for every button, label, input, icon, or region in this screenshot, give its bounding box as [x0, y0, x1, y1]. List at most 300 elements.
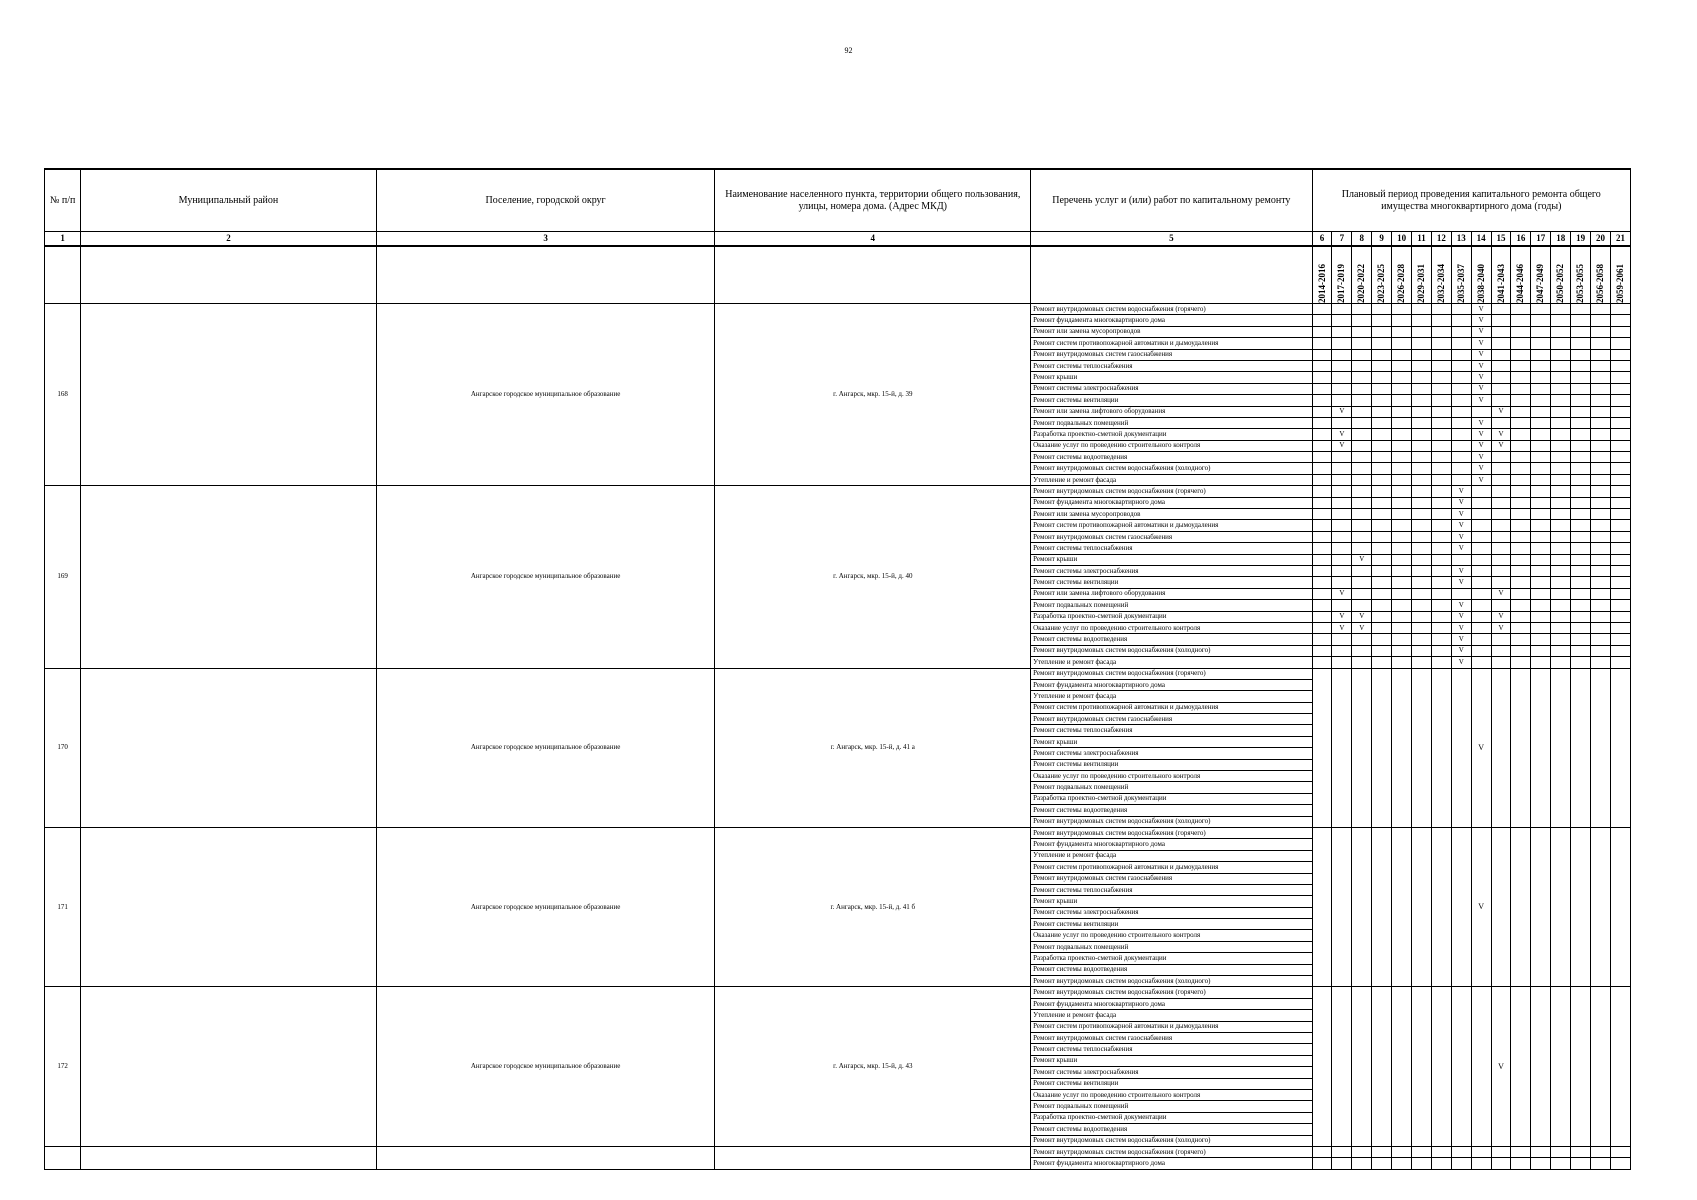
year-mark-cell — [1312, 429, 1332, 440]
year-mark-cell — [1571, 622, 1591, 633]
year-mark-cell — [1352, 588, 1372, 599]
year-mark-cell — [1571, 417, 1591, 428]
year-mark-cell — [1531, 565, 1551, 576]
year-mark-cell — [1531, 531, 1551, 542]
year-mark-cell — [1451, 304, 1471, 315]
year-mark-cell — [1412, 577, 1432, 588]
year-mark-cell — [1511, 360, 1531, 371]
work-item: Ремонт или замена мусоропроводов — [1031, 326, 1312, 337]
work-item: Оказание услуг по проведению строительного контроля — [1031, 771, 1312, 782]
year-mark-cell — [1372, 395, 1392, 406]
year-mark-cell — [1511, 383, 1531, 394]
year-mark-cell — [1332, 315, 1352, 326]
year-mark-cell — [1591, 383, 1611, 394]
column-number: 13 — [1451, 232, 1471, 247]
work-item: Ремонт внутридомовых систем водоснабжения (горячего) — [1031, 827, 1312, 838]
year-mark-cell — [1531, 1158, 1551, 1169]
column-number: 17 — [1531, 232, 1551, 247]
year-mark-cell — [1412, 531, 1432, 542]
work-item: Ремонт внутридомовых систем газоснабжения — [1031, 531, 1312, 542]
year-mark-cell — [1610, 497, 1630, 508]
year-mark-cell — [1312, 440, 1332, 451]
year-mark-cell — [1352, 668, 1372, 827]
year-mark-cell — [1610, 577, 1630, 588]
work-item: Ремонт крыши — [1031, 554, 1312, 565]
work-item: Ремонт системы вентиляции — [1031, 1078, 1312, 1089]
year-mark-cell — [1431, 406, 1451, 417]
year-mark-cell — [1431, 474, 1451, 485]
year-label: 2017-2019 — [1336, 264, 1347, 303]
year-mark-cell — [1312, 338, 1332, 349]
year-mark-cell: V — [1471, 349, 1491, 360]
work-item: Ремонт или замена лифтового оборудования — [1031, 406, 1312, 417]
year-mark-cell — [1352, 429, 1372, 440]
year-mark-cell — [1412, 452, 1432, 463]
year-mark-cell — [1571, 509, 1591, 520]
year-mark-cell — [1352, 417, 1372, 428]
year-mark-cell — [1571, 315, 1591, 326]
year-mark-cell — [1571, 645, 1591, 656]
year-mark-cell — [1352, 452, 1372, 463]
year-mark-cell — [1372, 657, 1392, 668]
year-mark-cell — [1352, 1146, 1372, 1157]
year-mark-cell — [1610, 543, 1630, 554]
year-mark-cell — [1412, 360, 1432, 371]
year-mark-cell — [1591, 577, 1611, 588]
year-mark-cell — [1451, 588, 1471, 599]
work-item: Ремонт систем противопожарной автоматики и дымоудаления — [1031, 702, 1312, 713]
year-mark-cell — [1412, 657, 1432, 668]
year-mark-cell — [1412, 429, 1432, 440]
year-header-cell — [1352, 246, 1372, 304]
year-mark-cell — [1431, 531, 1451, 542]
year-mark-cell: V — [1451, 509, 1471, 520]
year-mark-cell — [1551, 463, 1571, 474]
year-label: 2026-2028 — [1396, 264, 1407, 303]
year-mark-cell — [1491, 634, 1511, 645]
year-mark-cell — [1372, 417, 1392, 428]
year-mark-cell — [1491, 315, 1511, 326]
year-mark-cell — [1372, 349, 1392, 360]
year-mark-cell — [1610, 588, 1630, 599]
year-mark-cell: V — [1451, 657, 1471, 668]
year-mark-cell — [1412, 634, 1432, 645]
year-mark-cell — [1451, 406, 1471, 417]
year-mark-cell — [1332, 657, 1352, 668]
year-mark-cell — [1352, 509, 1372, 520]
year-mark-cell — [1392, 372, 1412, 383]
year-mark-cell — [1412, 588, 1432, 599]
year-mark-cell — [1412, 417, 1432, 428]
year-mark-cell — [1412, 1158, 1432, 1169]
year-mark-cell — [1352, 520, 1372, 531]
year-mark-cell — [1610, 349, 1630, 360]
year-mark-cell — [1471, 520, 1491, 531]
year-mark-cell — [1491, 326, 1511, 337]
year-header-cell — [1511, 246, 1531, 304]
year-mark-cell — [1591, 326, 1611, 337]
table-row — [45, 987, 1631, 998]
header-index: № п/п — [45, 169, 81, 232]
year-mark-cell — [1431, 565, 1451, 576]
year-mark-cell — [1511, 565, 1531, 576]
year-mark-cell — [1332, 1158, 1352, 1169]
year-mark-cell — [1531, 622, 1551, 633]
year-mark-cell — [1372, 486, 1392, 497]
record-index: 171 — [45, 827, 81, 986]
record-district — [81, 486, 377, 668]
year-mark-cell — [1471, 657, 1491, 668]
year-mark-cell — [1392, 497, 1412, 508]
year-mark-cell — [1451, 440, 1471, 451]
year-mark-cell — [1431, 827, 1451, 986]
year-mark-cell — [1451, 452, 1471, 463]
work-item: Ремонт фундамента многоквартирного дома — [1031, 679, 1312, 690]
column-number: 4 — [715, 232, 1031, 247]
year-mark-cell — [1412, 611, 1432, 622]
year-mark-cell — [1312, 588, 1332, 599]
year-mark-cell — [1392, 657, 1412, 668]
year-mark-cell — [1531, 452, 1551, 463]
year-mark-cell — [1372, 509, 1392, 520]
year-mark-cell — [1372, 531, 1392, 542]
year-mark-cell — [1352, 827, 1372, 986]
year-mark-cell — [1372, 440, 1392, 451]
year-mark-cell — [1610, 304, 1630, 315]
year-mark-cell — [1392, 622, 1412, 633]
header-settlement: Поселение, городской округ — [376, 169, 715, 232]
year-mark-cell — [1491, 349, 1511, 360]
year-mark-cell — [1312, 509, 1332, 520]
year-mark-cell — [1551, 338, 1571, 349]
year-mark-cell — [1571, 440, 1591, 451]
year-mark-cell — [1571, 588, 1591, 599]
year-mark-cell — [1352, 565, 1372, 576]
year-mark-cell — [1332, 338, 1352, 349]
page-number: 92 — [844, 46, 853, 55]
work-item: Ремонт подвальных помещений — [1031, 1101, 1312, 1112]
year-mark-cell — [1431, 588, 1451, 599]
work-item: Ремонт внутридомовых систем газоснабжения — [1031, 873, 1312, 884]
year-mark-cell — [1551, 326, 1571, 337]
year-mark-cell — [1451, 554, 1471, 565]
year-mark-cell — [1372, 338, 1392, 349]
year-mark-cell — [1471, 1146, 1491, 1157]
year-mark-cell — [1571, 383, 1591, 394]
year-mark-cell — [1332, 372, 1352, 383]
year-mark-cell — [1312, 987, 1332, 1146]
year-mark-cell: V — [1471, 827, 1491, 986]
year-mark-cell — [1591, 600, 1611, 611]
year-mark-cell — [1431, 486, 1451, 497]
year-mark-cell — [1551, 406, 1571, 417]
year-mark-cell: V — [1451, 577, 1471, 588]
year-mark-cell — [1332, 600, 1352, 611]
year-mark-cell — [1312, 1146, 1332, 1157]
work-item: Ремонт крыши — [1031, 372, 1312, 383]
year-mark-cell — [1551, 429, 1571, 440]
year-mark-cell — [1431, 440, 1451, 451]
year-mark-cell — [1531, 657, 1551, 668]
year-mark-cell — [1352, 338, 1372, 349]
year-mark-cell — [1431, 1158, 1451, 1169]
year-mark-cell — [1372, 622, 1392, 633]
year-mark-cell — [1352, 372, 1372, 383]
year-mark-cell — [1551, 360, 1571, 371]
year-mark-cell — [1610, 645, 1630, 656]
year-mark-cell — [1591, 611, 1611, 622]
year-mark-cell — [1312, 622, 1332, 633]
year-mark-cell — [1571, 554, 1591, 565]
year-mark-cell — [1531, 417, 1551, 428]
year-mark-cell — [1392, 383, 1412, 394]
year-mark-cell — [1491, 668, 1511, 827]
year-mark-cell — [1551, 987, 1571, 1146]
year-mark-cell — [1372, 304, 1392, 315]
work-item: Ремонт крыши — [1031, 736, 1312, 747]
table-row — [45, 668, 1631, 679]
year-mark-cell — [1551, 827, 1571, 986]
year-mark-cell — [1571, 452, 1591, 463]
year-mark-cell: V — [1451, 565, 1471, 576]
year-mark-cell — [1511, 474, 1531, 485]
year-mark-cell — [1571, 474, 1591, 485]
year-mark-cell: V — [1451, 520, 1471, 531]
year-mark-cell — [1471, 588, 1491, 599]
year-mark-cell — [1491, 497, 1511, 508]
year-mark-cell: V — [1491, 987, 1511, 1146]
year-mark-cell — [1610, 417, 1630, 428]
year-mark-cell — [1431, 634, 1451, 645]
column-number: 6 — [1312, 232, 1332, 247]
record-district — [81, 827, 377, 986]
year-mark-cell — [1412, 315, 1432, 326]
year-mark-cell — [1610, 474, 1630, 485]
year-mark-cell — [1312, 543, 1332, 554]
year-mark-cell — [1591, 486, 1611, 497]
year-mark-cell — [1412, 554, 1432, 565]
year-mark-cell: V — [1332, 406, 1352, 417]
year-mark-cell — [1511, 349, 1531, 360]
work-item: Оказание услуг по проведению строительного контроля — [1031, 622, 1312, 633]
year-mark-cell — [1551, 349, 1571, 360]
record-settlement: Ангарское городское муниципальное образование — [376, 668, 715, 827]
year-mark-cell — [1610, 315, 1630, 326]
year-mark-cell — [1610, 531, 1630, 542]
year-mark-cell — [1591, 509, 1611, 520]
year-label: 2014-2016 — [1316, 264, 1327, 303]
year-mark-cell — [1491, 360, 1511, 371]
year-mark-cell — [1431, 315, 1451, 326]
year-mark-cell — [1352, 360, 1372, 371]
year-mark-cell — [1451, 338, 1471, 349]
year-mark-cell — [1372, 520, 1392, 531]
table-row — [45, 304, 1631, 315]
year-mark-cell — [1392, 406, 1412, 417]
year-header-cell — [1531, 246, 1551, 304]
year-mark-cell — [1531, 600, 1551, 611]
column-number: 1 — [45, 232, 81, 247]
year-mark-cell — [1571, 611, 1591, 622]
work-item: Ремонт внутридомовых систем газоснабжения — [1031, 714, 1312, 725]
year-mark-cell — [1352, 634, 1372, 645]
year-mark-cell — [1551, 565, 1571, 576]
work-item: Ремонт внутридомовых систем газоснабжения — [1031, 349, 1312, 360]
year-mark-cell: V — [1471, 474, 1491, 485]
year-mark-cell — [1471, 987, 1491, 1146]
year-mark-cell — [1571, 520, 1591, 531]
years-row — [45, 246, 1631, 304]
year-mark-cell — [1412, 622, 1432, 633]
year-mark-cell — [1392, 349, 1412, 360]
table-header-row — [45, 169, 1631, 232]
year-mark-cell — [1511, 395, 1531, 406]
work-item: Ремонт внутридомовых систем водоснабжения (горячего) — [1031, 987, 1312, 998]
year-mark-cell — [1412, 338, 1432, 349]
year-mark-cell — [1591, 668, 1611, 827]
year-mark-cell — [1591, 554, 1611, 565]
year-mark-cell — [1312, 406, 1332, 417]
record-address — [715, 1146, 1031, 1169]
year-mark-cell — [1491, 463, 1511, 474]
year-mark-cell — [1531, 827, 1551, 986]
year-mark-cell — [1392, 509, 1412, 520]
year-mark-cell — [1491, 509, 1511, 520]
year-mark-cell — [1491, 372, 1511, 383]
year-mark-cell — [1312, 360, 1332, 371]
year-mark-cell — [1610, 554, 1630, 565]
year-mark-cell — [1352, 440, 1372, 451]
year-mark-cell — [1531, 315, 1551, 326]
year-mark-cell — [1591, 520, 1611, 531]
year-mark-cell — [1332, 497, 1352, 508]
column-number: 20 — [1591, 232, 1611, 247]
year-mark-cell — [1332, 1146, 1352, 1157]
work-item: Оказание услуг по проведению строительного контроля — [1031, 930, 1312, 941]
year-mark-cell — [1610, 372, 1630, 383]
year-mark-cell — [1412, 372, 1432, 383]
year-header-cell — [1591, 246, 1611, 304]
year-mark-cell — [1591, 360, 1611, 371]
year-mark-cell — [1412, 668, 1432, 827]
year-mark-cell — [1471, 611, 1491, 622]
year-mark-cell — [1332, 417, 1352, 428]
year-mark-cell — [1431, 657, 1451, 668]
year-mark-cell — [1491, 474, 1511, 485]
year-mark-cell — [1610, 326, 1630, 337]
year-header-cell — [1471, 246, 1491, 304]
year-mark-cell — [1551, 622, 1571, 633]
header-district: Муниципальный район — [81, 169, 377, 232]
year-mark-cell — [1372, 600, 1392, 611]
year-mark-cell — [1591, 497, 1611, 508]
work-item: Ремонт фундамента многоквартирного дома — [1031, 1158, 1312, 1169]
year-mark-cell — [1392, 531, 1412, 542]
header-address: Наименование населенного пункта, территории общего пользования, улицы, номера дома. (Адрес МКД) — [715, 169, 1031, 232]
year-mark-cell — [1551, 486, 1571, 497]
year-mark-cell — [1511, 452, 1531, 463]
year-header-cell — [1551, 246, 1571, 304]
year-mark-cell — [1431, 463, 1451, 474]
year-mark-cell — [1491, 657, 1511, 668]
column-number: 10 — [1392, 232, 1412, 247]
year-mark-cell — [1571, 304, 1591, 315]
year-mark-cell — [1511, 497, 1531, 508]
year-mark-cell — [1412, 645, 1432, 656]
year-mark-cell — [1591, 338, 1611, 349]
year-mark-cell — [1571, 395, 1591, 406]
year-mark-cell — [1392, 1146, 1412, 1157]
year-mark-cell — [1332, 577, 1352, 588]
year-mark-cell — [1312, 372, 1332, 383]
year-mark-cell — [1531, 440, 1551, 451]
record-district — [81, 668, 377, 827]
year-mark-cell — [1352, 497, 1372, 508]
column-number: 12 — [1431, 232, 1451, 247]
year-mark-cell — [1412, 600, 1432, 611]
year-mark-cell — [1491, 452, 1511, 463]
record-index: 169 — [45, 486, 81, 668]
year-header-cell — [1571, 246, 1591, 304]
year-mark-cell — [1451, 827, 1471, 986]
year-mark-cell — [1571, 577, 1591, 588]
work-item: Оказание услуг по проведению строительного контроля — [1031, 1089, 1312, 1100]
year-mark-cell — [1491, 395, 1511, 406]
work-item: Утепление и ремонт фасада — [1031, 657, 1312, 668]
year-mark-cell — [1491, 1158, 1511, 1169]
year-mark-cell — [1451, 668, 1471, 827]
column-numbers-row — [45, 232, 1631, 247]
year-mark-cell — [1412, 463, 1432, 474]
year-mark-cell — [1571, 360, 1591, 371]
year-mark-cell — [1591, 474, 1611, 485]
work-item: Ремонт системы теплоснабжения — [1031, 543, 1312, 554]
year-mark-cell — [1451, 987, 1471, 1146]
column-number: 9 — [1372, 232, 1392, 247]
year-mark-cell — [1491, 645, 1511, 656]
year-mark-cell — [1571, 827, 1591, 986]
year-mark-cell — [1372, 577, 1392, 588]
year-mark-cell — [1551, 657, 1571, 668]
year-mark-cell — [1451, 474, 1471, 485]
year-mark-cell — [1372, 452, 1392, 463]
year-mark-cell — [1451, 383, 1471, 394]
year-mark-cell — [1372, 360, 1392, 371]
year-mark-cell — [1610, 509, 1630, 520]
work-item: Разработка проектно-сметной документации — [1031, 793, 1312, 804]
year-mark-cell — [1531, 486, 1551, 497]
year-mark-cell — [1412, 543, 1432, 554]
year-label: 2023-2025 — [1376, 264, 1387, 303]
year-mark-cell — [1372, 611, 1392, 622]
year-mark-cell — [1610, 383, 1630, 394]
year-mark-cell — [1431, 611, 1451, 622]
year-mark-cell — [1412, 1146, 1432, 1157]
year-mark-cell — [1610, 565, 1630, 576]
year-mark-cell — [1392, 600, 1412, 611]
year-mark-cell — [1352, 987, 1372, 1146]
year-mark-cell — [1352, 645, 1372, 656]
column-number: 8 — [1352, 232, 1372, 247]
year-mark-cell — [1372, 554, 1392, 565]
year-mark-cell — [1591, 463, 1611, 474]
record-district — [81, 1146, 377, 1169]
year-mark-cell — [1412, 509, 1432, 520]
year-mark-cell — [1591, 827, 1611, 986]
year-mark-cell — [1332, 827, 1352, 986]
year-mark-cell — [1610, 486, 1630, 497]
year-mark-cell — [1451, 463, 1471, 474]
